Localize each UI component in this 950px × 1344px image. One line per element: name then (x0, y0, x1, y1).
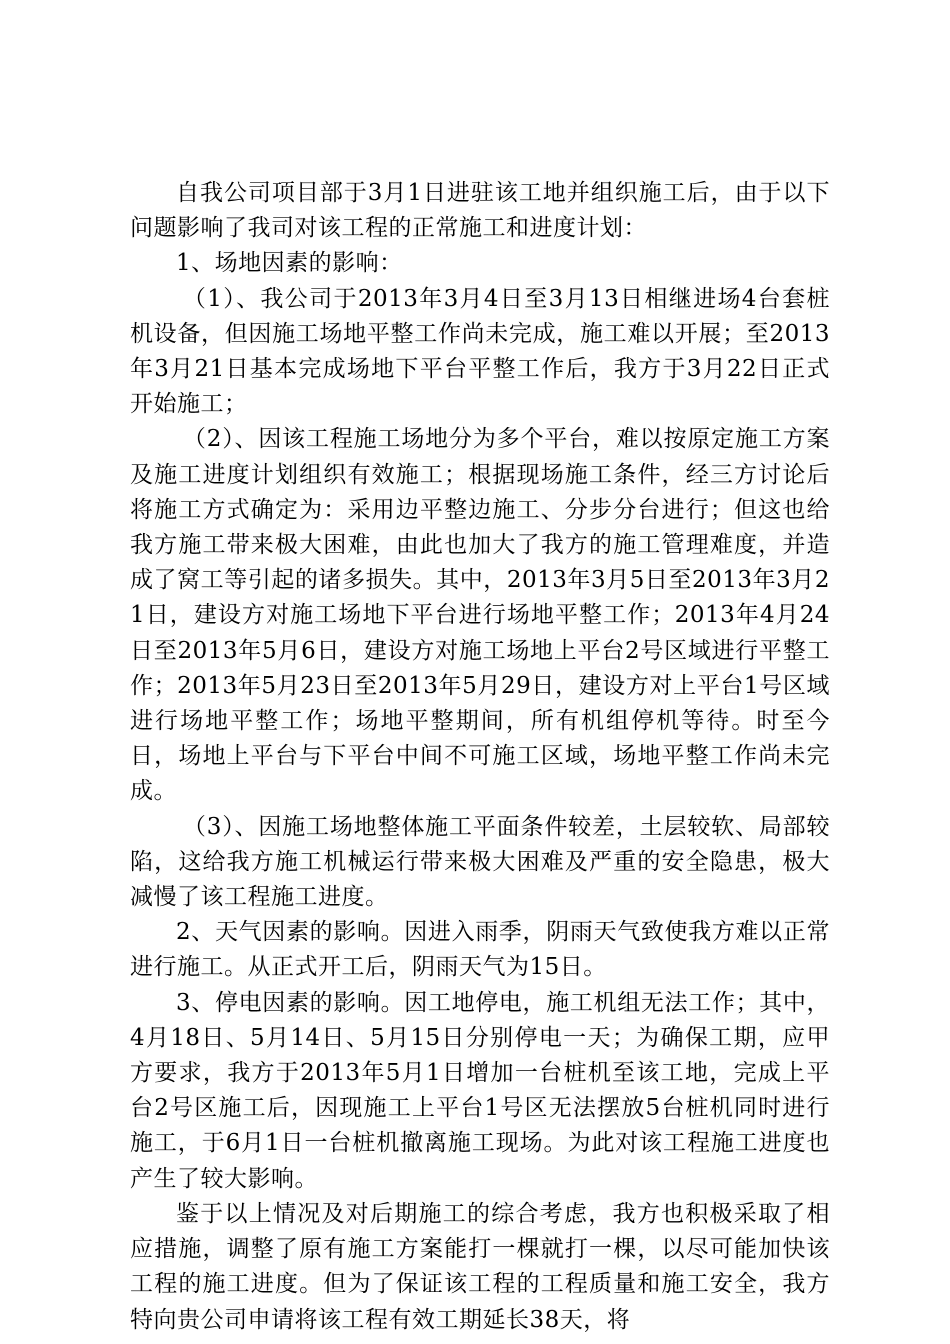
paragraph-power-outage-factor: 3、停电因素的影响。因工地停电，施工机组无法工作；其中，4月18日、5月14日、5月15日分别停电一天；为确保工期，应甲方要求，我方于2013年5月1日增加一台桩机至该工地，完成上平台2号区施工后，因现施工上平台1号区无法摆放5台桩机同时进行施工，于6月1日一台桩机撤离施工现场。为此对该工程施工进度也产生了较大影响。 (130, 989, 830, 1192)
paragraph-weather-factor: 2、天气因素的影响。因进入雨季，阴雨天气致使我方难以正常进行施工。从正式开工后，阴雨天气为15日。 (130, 919, 830, 981)
paragraph-site-factor-2: （2）、因该工程施工场地分为多个平台，难以按原定施工方案及施工进度计划组织有效施工；根据现场施工条件，经三方讨论后将施工方式确定为：采用边平整边施工、分步分台进行；但这也给我方施工带来极大困难，由此也加大了我方的施工管理难度，并造成了窝工等引起的诸多损失。其中，2013年3月5日至2013年3月21日，建设方对施工场地下平台进行场地平整工作；2013年4月24日至2013年5月6日，建设方对施工场地上平台2号区域进行平整工作；2013年5月23日至2013年5月29日，建设方对上平台1号区域进行场地平整工作；场地平整期间，所有机组停机等待。时至今日，场地上平台与下平台中间不可施工区域，场地平整工作尚未完成。 (130, 426, 830, 805)
document-body (130, 176, 830, 1338)
paragraph-conclusion: 鉴于以上情况及对后期施工的综合考虑，我方也积极采取了相应措施，调整了原有施工方案能打一棵就打一棵，以尽可能加快该工程的施工进度。但为了保证该工程的工程质量和施工安全，我方特向贵公司申请将该工程有效工期延长38天，将 (130, 1200, 830, 1333)
paragraph-site-factor-1: （1）、我公司于2013年3月4日至3月13日相继进场4台套桩机设备，但因施工场地平整工作尚未完成，施工难以开展；至2013年3月21日基本完成场地下平台平整工作后，我方于3月22日正式开始施工； (130, 285, 830, 418)
paragraph-intro: 自我公司项目部于3月1日进驻该工地并组织施工后，由于以下问题影响了我司对该工程的正常施工和进度计划： (130, 180, 830, 242)
paragraph-site-factors-heading: 1、场地因素的影响： (176, 250, 403, 277)
paragraph-site-factor-3: （3）、因施工场地整体施工平面条件较差，土层较软、局部较陷，这给我方施工机械运行带来极大困难及严重的安全隐患，极大减慢了该工程施工进度。 (130, 813, 830, 911)
